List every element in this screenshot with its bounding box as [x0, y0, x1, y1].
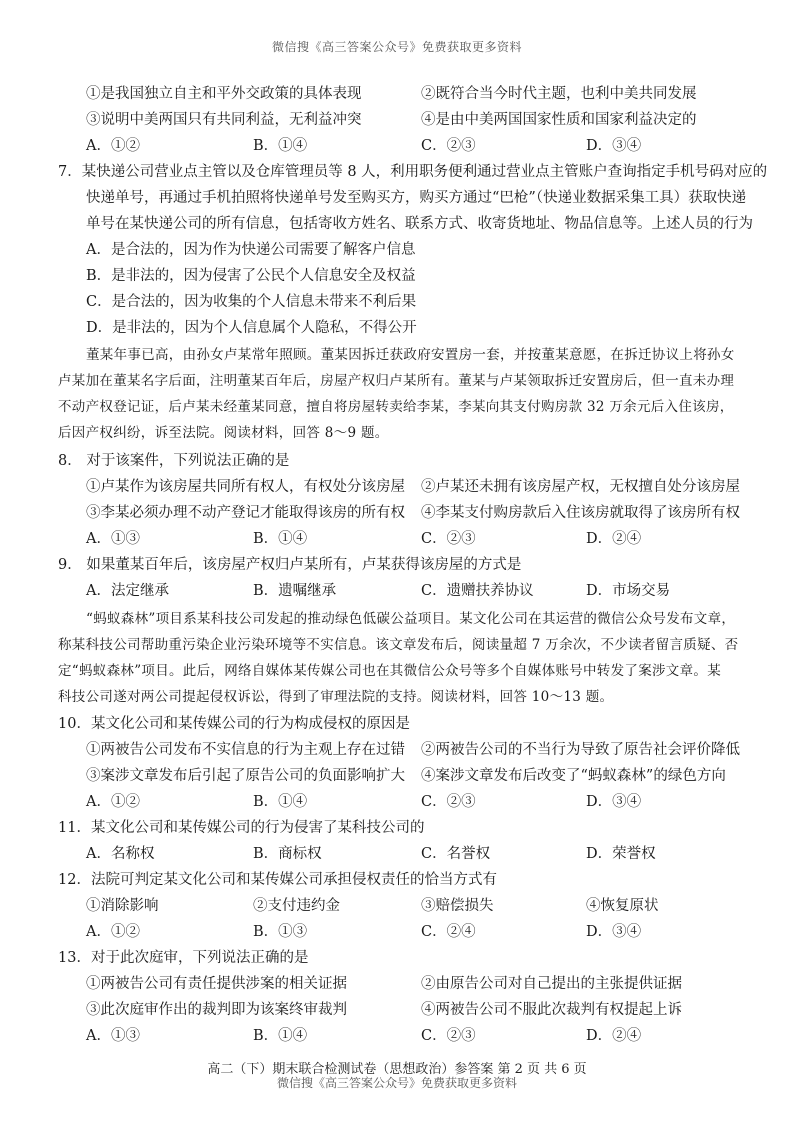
q13-option-2: ②由原告公司对自己提出的主张提供证据 [421, 976, 682, 992]
q9-choice-a: A．法定继承 [86, 583, 169, 599]
q12-choice-c: C．②④ [421, 924, 476, 940]
q6-choice-c: C．②③ [421, 138, 476, 154]
q8-option-3: ③李某必须办理不动产登记才能取得该房的所有权 [86, 505, 405, 521]
q10-choice-c: C．②③ [421, 794, 476, 810]
q8-choice-b: B．①④ [253, 531, 308, 547]
q10-stem: 10．某文化公司和某传媒公司的行为构成侵权的原因是 [58, 716, 410, 732]
q10-choice-d: D．③④ [586, 794, 642, 810]
material2-line-4: 科技公司遂对两公司提起侵权诉讼，得到了审理法院的支持。阅读材料，回答 10～13 题。 [58, 689, 614, 705]
q13-choice-b: B．①④ [253, 1028, 308, 1044]
material1-line-3: 不动产权登记证，后卢某未经董某同意，擅自将房屋转卖给李某，李某向其支付购房款 32 万余元后入住该房， [58, 399, 734, 415]
q12-choice-b: B．①③ [253, 924, 308, 940]
q12-option-2: ②支付违约金 [253, 898, 340, 914]
q12-option-1: ①消除影响 [86, 898, 159, 914]
q10-option-1: ①两被告公司发布不实信息的行为主观上存在过错 [86, 742, 405, 758]
q13-option-3: ③此次庭审作出的裁判即为该案终审裁判 [86, 1002, 347, 1018]
material2-line-1: “蚂蚁森林”项目系某科技公司发起的推动绿色低碳公益项目。某文化公司在其运营的微信公众号发布文章， [86, 611, 736, 627]
q6-choice-a: A．①② [86, 138, 140, 154]
q13-option-4: ④两被告公司不服此次裁判有权提起上诉 [421, 1002, 682, 1018]
q10-choice-a: A．①② [86, 794, 140, 810]
q11-choice-a: A．名称权 [86, 846, 155, 862]
q7-choice-d: D．是非法的，因为个人信息属个人隐私，不得公开 [86, 320, 417, 336]
q12-choice-d: D．③④ [586, 924, 642, 940]
q13-stem: 13．对于此次庭审，下列说法正确的是 [58, 950, 309, 966]
q9-choice-c: C．遗赠扶养协议 [421, 583, 534, 599]
q7-choice-c: C．是合法的，因为收集的个人信息未带来不利后果 [86, 294, 417, 310]
q10-option-3: ③案涉文章发布后引起了原告公司的负面影响扩大 [86, 768, 405, 784]
q7-stem-line-3: 单号在某快递公司的所有信息，包括寄收方姓名、联系方式、收寄货地址、物品信息等。上述人员的行为 [86, 216, 753, 232]
q12-choice-a: A．①② [86, 924, 140, 940]
material2-line-3: 定“蚂蚁森林”项目。此后，网络自媒体某传媒公司也在其微信公众号等多个自媒体账号中转发了案涉文章。某 [58, 663, 722, 679]
q8-stem: 8． 对于该案件，下列说法正确的是 [58, 453, 290, 469]
q9-choice-b: B．遗嘱继承 [253, 583, 337, 599]
q13-choice-c: C．②③ [421, 1028, 476, 1044]
q6-choice-b: B．①④ [253, 138, 308, 154]
q7-choice-a: A．是合法的，因为作为快递公司需要了解客户信息 [86, 242, 416, 258]
q6-option-2: ②既符合当今时代主题，也利中美共同发展 [421, 86, 697, 102]
material1-line-1: 董某年事已高，由孙女卢某常年照顾。董某因拆迁获政府安置房一套，并按董某意愿，在拆迁协议上将孙女 [86, 347, 735, 363]
q13-choice-d: D．②④ [586, 1028, 642, 1044]
q11-stem: 11．某文化公司和某传媒公司的行为侵害了某科技公司的 [58, 820, 425, 836]
q7-choice-b: B．是非法的，因为侵害了公民个人信息安全及权益 [86, 268, 416, 284]
q8-choice-d: D．②④ [586, 531, 642, 547]
q13-choice-a: A．①③ [86, 1028, 140, 1044]
q12-option-3: ③赔偿损失 [421, 898, 494, 914]
q9-choice-d: D．市场交易 [586, 583, 671, 599]
q6-choice-d: D．③④ [586, 138, 642, 154]
q10-option-2: ②两被告公司的不当行为导致了原告社会评价降低 [421, 742, 740, 758]
header-watermark: 微信搜《高三答案公众号》免费获取更多资料 [271, 40, 522, 54]
q11-choice-b: B．商标权 [253, 846, 322, 862]
q9-stem: 9． 如果董某百年后，该房屋产权归卢某所有，卢某获得该房屋的方式是 [58, 557, 522, 573]
q8-option-1: ①卢某作为该房屋共同所有权人，有权处分该房屋 [86, 479, 405, 495]
q8-option-2: ②卢某还未拥有该房屋产权，无权擅自处分该房屋 [421, 479, 740, 495]
q6-option-4: ④是由中美两国国家性质和国家利益决定的 [421, 112, 697, 128]
q8-choice-c: C．②③ [421, 531, 476, 547]
q11-choice-d: D．荣誉权 [586, 846, 656, 862]
q13-option-1: ①两被告公司有责任提供涉案的相关证据 [86, 976, 347, 992]
q10-option-4: ④案涉文章发布后改变了“蚂蚁森林”的绿色方向 [421, 768, 726, 784]
q12-stem: 12．法院可判定某文化公司和某传媒公司承担侵权责任的恰当方式有 [58, 872, 497, 888]
page-footer: 高二（下）期末联合检测试卷（思想政治）参答案 第 2 页 共 6 页 [207, 1062, 587, 1077]
q12-option-4: ④恢复原状 [586, 898, 659, 914]
material2-line-2: 称某科技公司帮助重污染企业污染环境等不实信息。该文章发布后，阅读量超 7 万余次，不少读者留言质疑、否 [58, 637, 739, 653]
q10-choice-b: B．①④ [253, 794, 308, 810]
q11-choice-c: C．名誉权 [421, 846, 491, 862]
q7-stem-line-1: 7．某快递公司营业点主管以及仓库管理员等 8 人，利用职务便利通过营业点主管账户查询指定手机号码对应的 [58, 164, 768, 180]
material1-line-4: 后因产权纠纷，诉至法院。阅读材料，回答 8～9 题。 [58, 425, 389, 441]
q7-stem-line-2: 快递单号，再通过手机拍照将快递单号发至购买方，购买方通过“巴枪”（快递业数据采集工具）获取快递 [86, 190, 747, 206]
footer-watermark: 微信搜《高三答案公众号》免费获取更多资料 [276, 1076, 517, 1090]
q8-option-4: ④李某支付购房款后入住该房就取得了该房所有权 [421, 505, 740, 521]
q8-choice-a: A．①③ [86, 531, 140, 547]
material1-line-2: 卢某加在董某名字后面，注明董某百年后，房屋产权归卢某所有。董某与卢某领取拆迁安置房后，但一直未办理 [58, 373, 735, 389]
q6-option-3: ③说明中美两国只有共同利益，无利益冲突 [86, 112, 362, 128]
q6-option-1: ①是我国独立自主和平外交政策的具体表现 [86, 86, 362, 102]
